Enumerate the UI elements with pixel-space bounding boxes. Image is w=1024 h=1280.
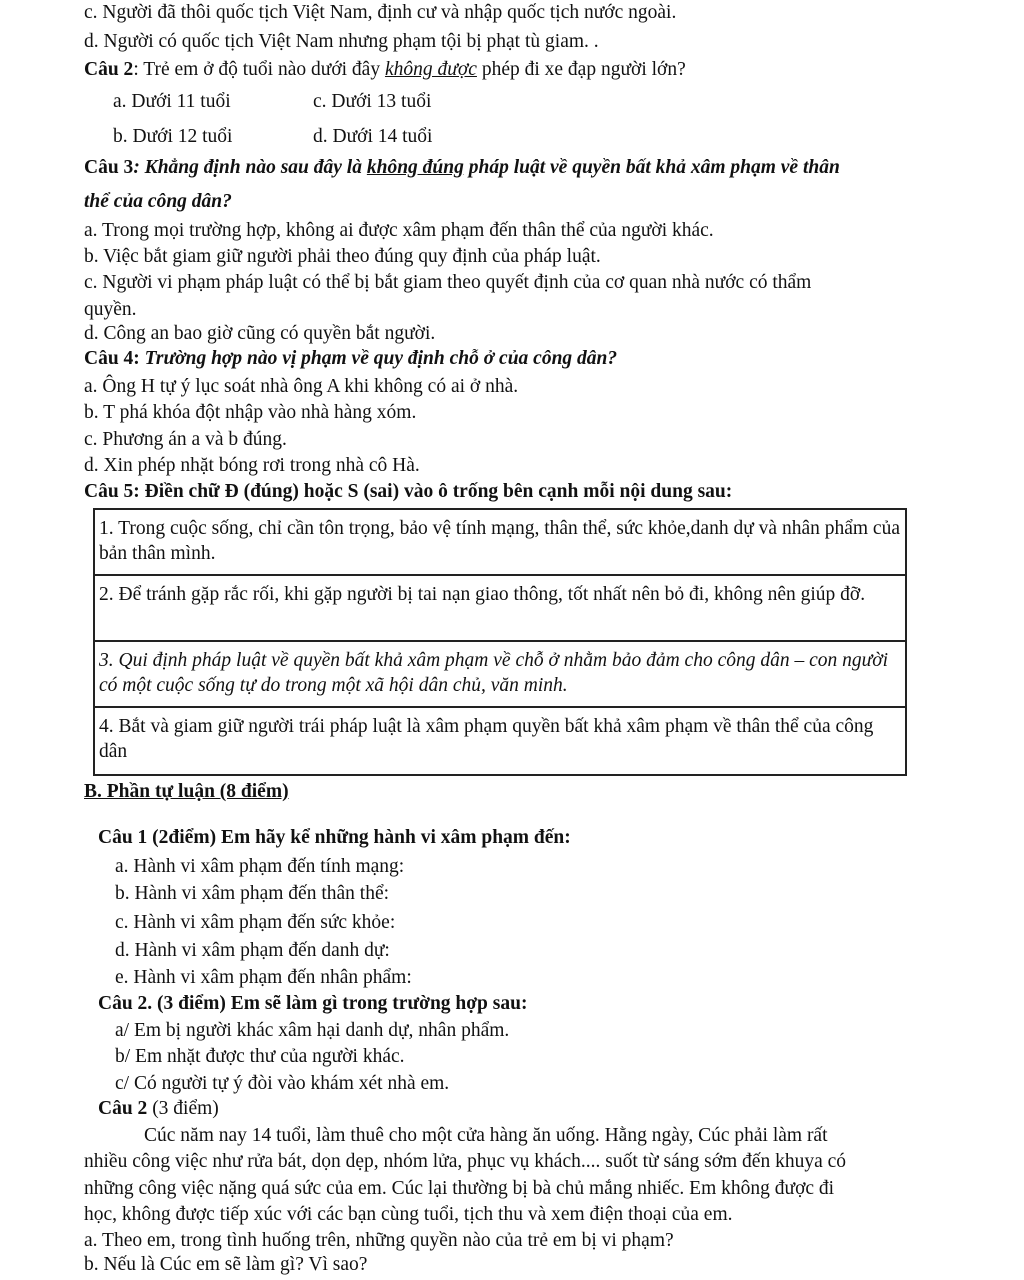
q4-option-c: c. Phương án a và b đúng.	[84, 429, 287, 450]
table-row	[94, 641, 906, 707]
question-5-heading: Câu 5: Điền chữ Đ (đúng) hoặc S (sai) vào ô trống bên cạnh mỗi nội dung sau:	[84, 481, 733, 502]
question-3: Câu 3: Khẳng định nào sau đây là không đúng pháp luật về quyền bất khả xâm phạm về thân	[84, 157, 840, 178]
q4-option-a: a. Ông H tự ý lục soát nhà ông A khi không có ai ở nhà.	[84, 376, 519, 397]
q4-option-d: d. Xin phép nhặt bóng rơi trong nhà cô Hà.	[84, 455, 420, 476]
q3-option-a: a. Trong mọi trường hợp, không ai được xâm phạm đến thân thể của người khác.	[84, 220, 714, 241]
table-row	[94, 509, 906, 575]
question-3-emphasis: không đúng	[366, 157, 464, 178]
q4-option-b: b. T phá khóa đột nhập vào nhà hàng xóm.	[84, 402, 417, 423]
statement-3: 3. Qui định pháp luật về quyền bất khả xâm phạm về chỗ ở nhằm bảo đảm cho công dân – con người có một cuộc sống tự do trong một xã hội dân chủ, văn minh.	[94, 641, 906, 707]
question-2-emphasis: không được	[384, 59, 477, 80]
statement-4: 4. Bắt và giam giữ người trái pháp luật là xâm phạm quyền bất khả xâm phạm về thân thể của công dân	[94, 707, 906, 775]
part-b-heading: B. Phần tự luận (8 điểm)	[84, 781, 289, 802]
essay-q2-item-b: b/ Em nhặt được thư của người khác.	[115, 1046, 405, 1067]
essay-question-1-heading: Câu 1 (2điểm) Em hãy kể những hành vi xâm phạm đến:	[98, 827, 571, 848]
case-question-b: b. Nếu là Cúc em sẽ làm gì? Vì sao?	[84, 1254, 368, 1275]
table-row	[94, 707, 906, 775]
essay-question-3-heading: Câu 2 (3 điểm)	[98, 1098, 219, 1119]
essay-q1-item-c: c. Hành vi xâm phạm đến sức khỏe:	[115, 912, 396, 933]
question-4: Câu 4: Trường hợp nào vị phạm về quy định chỗ ở của công dân?	[84, 348, 618, 369]
table-row	[94, 575, 906, 641]
essay-question-3-label: Câu 2	[98, 1098, 148, 1119]
essay-q1-item-b: b. Hành vi xâm phạm đến thân thể:	[115, 883, 390, 904]
essay-q1-item-e: e. Hành vi xâm phạm đến nhân phẩm:	[115, 967, 412, 988]
question-3-label: Câu 3	[84, 157, 134, 178]
question-3-line2: thể của công dân?	[84, 191, 232, 212]
q2-option-d: d. Dưới 14 tuổi	[313, 126, 433, 147]
true-false-table	[93, 508, 907, 776]
case-paragraph-line-3: những công việc nặng quá sức của em. Cúc lại thường bị bà chủ mắng nhiếc. Em không được đi	[84, 1178, 835, 1199]
q3-option-c-cont: quyền.	[84, 299, 137, 320]
question-2-label: Câu 2	[84, 59, 134, 80]
essay-q1-item-d: d. Hành vi xâm phạm đến danh dự:	[115, 940, 390, 961]
question-2: Câu 2: Trẻ em ở độ tuổi nào dưới đây không được phép đi xe đạp người lớn?	[84, 59, 686, 80]
option-d: d. Người có quốc tịch Việt Nam nhưng phạm tội bị phạt tù giam. .	[84, 31, 599, 52]
case-paragraph-line-4: học, không được tiếp xúc với các bạn cùng tuổi, tịch thu và xem điện thoại của em.	[84, 1204, 733, 1225]
q3-option-c: c. Người vi phạm pháp luật có thể bị bắt giam theo quyết định của cơ quan nhà nước có thẩm	[84, 272, 812, 293]
essay-q1-item-a: a. Hành vi xâm phạm đến tính mạng:	[115, 856, 405, 877]
q2-option-c: c. Dưới 13 tuổi	[313, 91, 432, 112]
statement-2: 2. Để tránh gặp rắc rối, khi gặp người bị tai nạn giao thông, tốt nhất nên bỏ đi, không nên giúp đỡ.	[94, 575, 906, 641]
question-4-label: Câu 4:	[84, 348, 140, 369]
essay-question-2-heading: Câu 2. (3 điểm) Em sẽ làm gì trong trường hợp sau:	[98, 993, 528, 1014]
option-c: c. Người đã thôi quốc tịch Việt Nam, định cư và nhập quốc tịch nước ngoài.	[84, 2, 677, 23]
case-question-a: a. Theo em, trong tình huống trên, những quyền nào của trẻ em bị vi phạm?	[84, 1230, 674, 1251]
q3-option-b: b. Việc bắt giam giữ người phải theo đúng quy định của pháp luật.	[84, 246, 601, 267]
essay-q2-item-a: a/ Em bị người khác xâm hại danh dự, nhân phẩm.	[115, 1020, 510, 1041]
statement-1: 1. Trong cuộc sống, chỉ cần tôn trọng, bảo vệ tính mạng, thân thể, sức khỏe,danh dự và nhân phẩm của bản thân mình.	[94, 509, 906, 575]
q2-option-b: b. Dưới 12 tuổi	[113, 126, 233, 147]
case-paragraph-line-1: Cúc năm nay 14 tuổi, làm thuê cho một cửa hàng ăn uống. Hằng ngày, Cúc phải làm rất	[144, 1125, 828, 1146]
case-paragraph-line-2: nhiều công việc như rửa bát, dọn dẹp, nhóm lửa, phục vụ khách.... suốt từ sáng sớm đến khuya có	[84, 1151, 847, 1172]
q2-option-a: a. Dưới 11 tuổi	[113, 91, 231, 112]
essay-q2-item-c: c/ Có người tự ý đòi vào khám xét nhà em.	[115, 1073, 450, 1094]
q3-option-d: d. Công an bao giờ cũng có quyền bắt người.	[84, 323, 436, 344]
